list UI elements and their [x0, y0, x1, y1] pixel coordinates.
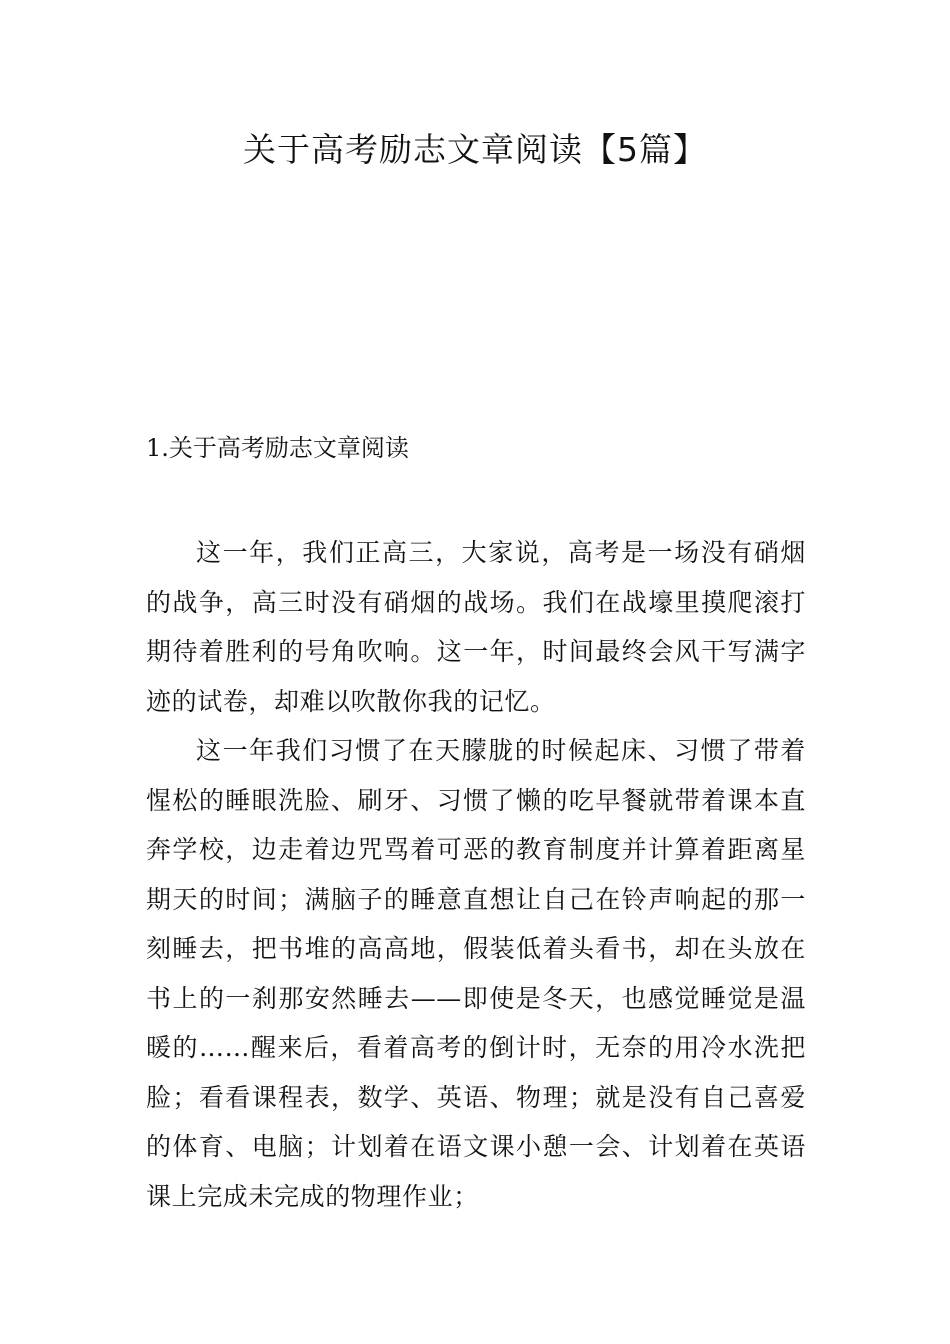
paragraph: 这一年我们习惯了在天朦胧的时候起床、习惯了带着惺松的睡眼洗脸、刷牙、习惯了懒的吃早餐就带着课本直奔学校，边走着边咒骂着可恶的教育制度并计算着距离星期天的时间；满脑子的睡意直想让自己在铃声响起的那一刻睡去，把书堆的高高地，假装低着头看书，却在头放在书上的一刹那安然睡去——即使是冬天，也感觉睡觉是温暖的……醒来后，看着高考的倒计时，无奈的用冷水洗把脸；看看课程表，数学、英语、物理；就是没有自己喜爱的体育、电脑；计划着在语文课小憩一会、计划着在英语课上完成未完成的物理作业；	[146, 736, 806, 1211]
paragraph: 这一年，我们正高三，大家说，高考是一场没有硝烟的战争，高三时没有硝烟的战场。我们在战壕里摸爬滚打期待着胜利的号角吹响。这一年，时间最终会风干写满字迹的试卷，却难以吹散你我的记忆。	[146, 538, 806, 716]
section-heading: 1.关于高考励志文章阅读	[146, 434, 409, 462]
article-body	[146, 528, 806, 1221]
document-title: 关于高考励志文章阅读【5篇】	[243, 130, 707, 169]
